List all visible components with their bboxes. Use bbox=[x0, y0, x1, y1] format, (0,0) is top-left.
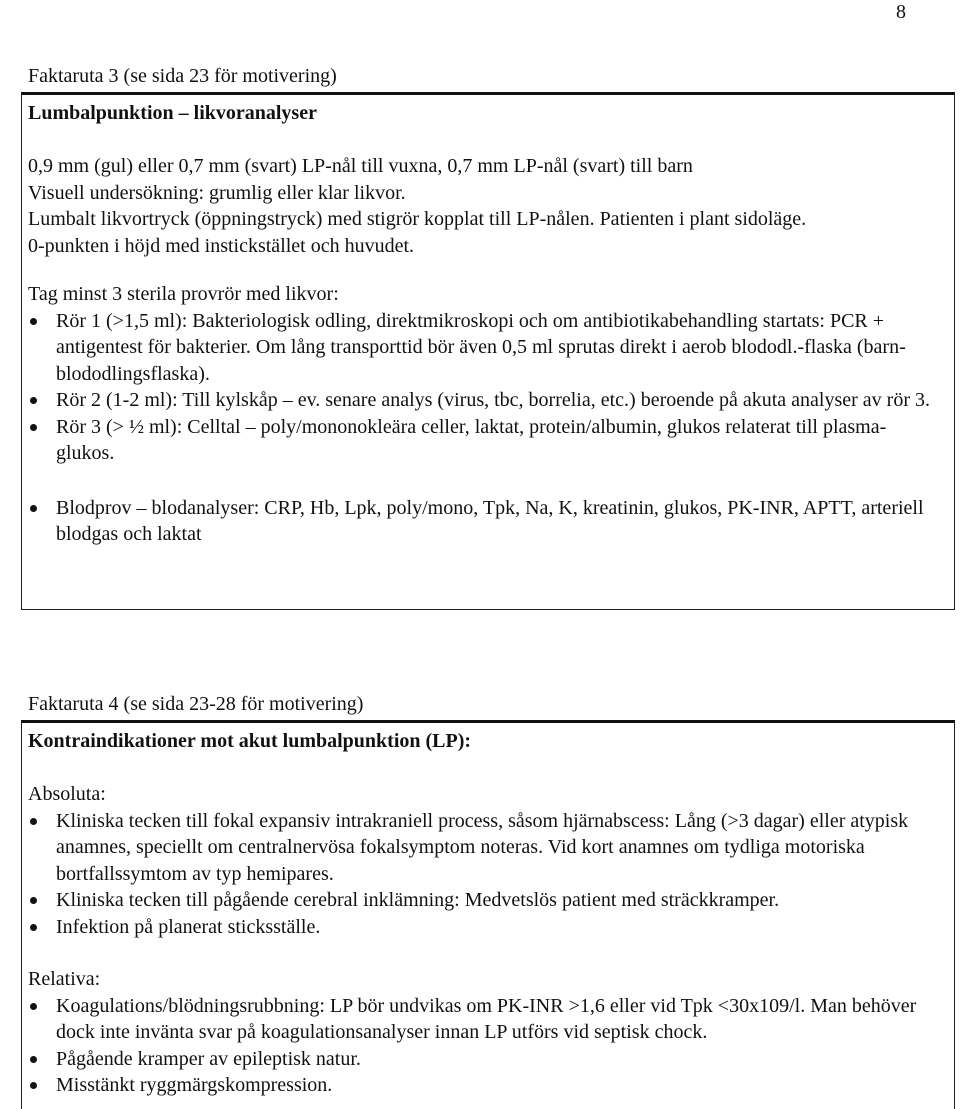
list-item-text: Rör 3 (> ½ ml): Celltal – poly/mononokleära celler, laktat, protein/albumin, glukos relaterat till plasma-glukos. bbox=[56, 415, 887, 464]
list-item bbox=[28, 1072, 940, 1099]
list-item-text: Pågående kramper av epileptisk natur. bbox=[56, 1047, 361, 1070]
list-item bbox=[28, 495, 940, 548]
list-item-text: Rör 1 (>1,5 ml): Bakteriologisk odling, direktmikroskopi och om antibiotikabehandling startats: PCR + antigentest för bakterier. Om lång transporttid bör även 0,5 ml sprutas direkt i aerob blododl.-flaska (barn-blododlingsflaska). bbox=[56, 309, 906, 385]
list-item-text: Infektion på planerat sticksställe. bbox=[56, 915, 321, 938]
list-item bbox=[28, 914, 940, 941]
intro-line: Visuell undersökning: grumlig eller klar likvor. bbox=[28, 181, 406, 204]
list-item bbox=[28, 387, 940, 414]
bullet-icon bbox=[30, 424, 37, 431]
list-item bbox=[28, 308, 940, 388]
blood-list bbox=[28, 495, 940, 548]
list-item bbox=[28, 414, 940, 467]
absolute-list bbox=[28, 808, 940, 941]
bullet-icon bbox=[30, 397, 37, 404]
list-item-text: Kliniska tecken till pågående cerebral inklämning: Medvetslös patient med sträckkramper. bbox=[56, 889, 780, 911]
bullet-icon bbox=[30, 1003, 37, 1010]
list-item-text: Misstänkt ryggmärgskompression. bbox=[56, 1074, 333, 1096]
intro-line: 0-punkten i höjd med instickstället och huvudet. bbox=[28, 234, 415, 257]
relative-list bbox=[28, 993, 940, 1099]
tubes-list bbox=[28, 308, 940, 467]
intro-line: Lumbalt likvortryck (öppningstryck) med stigrör kopplat till LP-nålen. Patienten i plant sidoläge. bbox=[28, 208, 807, 230]
absolute-heading: Absoluta: bbox=[28, 783, 106, 805]
bullet-icon bbox=[30, 318, 37, 325]
list-item bbox=[28, 1046, 940, 1073]
relative-heading: Relativa: bbox=[28, 968, 101, 990]
factbox-3 bbox=[21, 92, 955, 610]
factbox-4-caption: Faktaruta 4 (se sida 23-28 för motivering) bbox=[28, 693, 364, 715]
factbox-3-title: Lumbalpunktion – likvoranalyser bbox=[28, 102, 317, 124]
list-item-text: Kliniska tecken till fokal expansiv intrakraniell process, såsom hjärnabscess: Lång (>3 dagar) eller atypisk anamnes, speciellt om centralnervösa fokalsymptom noteras. Vid kort anamnes om tydliga motoriska bortfallssymtom av typ hemipares. bbox=[56, 809, 909, 885]
list-item-text: Rör 2 (1-2 ml): Till kylskåp – ev. senare analys (virus, tbc, borrelia, etc.) beroende på akuta analyser av rör 3. bbox=[56, 389, 930, 411]
page-number: 8 bbox=[896, 1, 906, 23]
bullet-icon bbox=[30, 505, 37, 512]
factbox-4 bbox=[21, 720, 955, 1109]
list-item bbox=[28, 808, 940, 888]
bullet-icon bbox=[30, 818, 37, 825]
intro-line: 0,9 mm (gul) eller 0,7 mm (svart) LP-nål till vuxna, 0,7 mm LP-nål (svart) till barn bbox=[28, 155, 693, 177]
factbox-3-caption: Faktaruta 3 (se sida 23 för motivering) bbox=[28, 65, 337, 87]
bullet-icon bbox=[30, 1082, 37, 1089]
list-item bbox=[28, 993, 940, 1046]
factbox-4-title: Kontraindikationer mot akut lumbalpunktion (LP): bbox=[28, 730, 472, 752]
list-item-text: Blodprov – blodanalyser: CRP, Hb, Lpk, poly/mono, Tpk, Na, K, kreatinin, glukos, PK-INR, APTT, arteriell blodgas och laktat bbox=[56, 496, 924, 545]
bullet-icon bbox=[30, 1056, 37, 1063]
tubes-heading: Tag minst 3 sterila provrör med likvor: bbox=[28, 283, 339, 305]
list-item bbox=[28, 887, 940, 914]
bullet-icon bbox=[30, 897, 37, 904]
bullet-icon bbox=[30, 924, 37, 931]
list-item-text: Koagulations/blödningsrubbning: LP bör undvikas om PK-INR >1,6 eller vid Tpk <30x109/l. Man behöver dock inte invänta svar på koagulationsanalyser innan LP utförs vid septisk chock. bbox=[56, 994, 917, 1043]
